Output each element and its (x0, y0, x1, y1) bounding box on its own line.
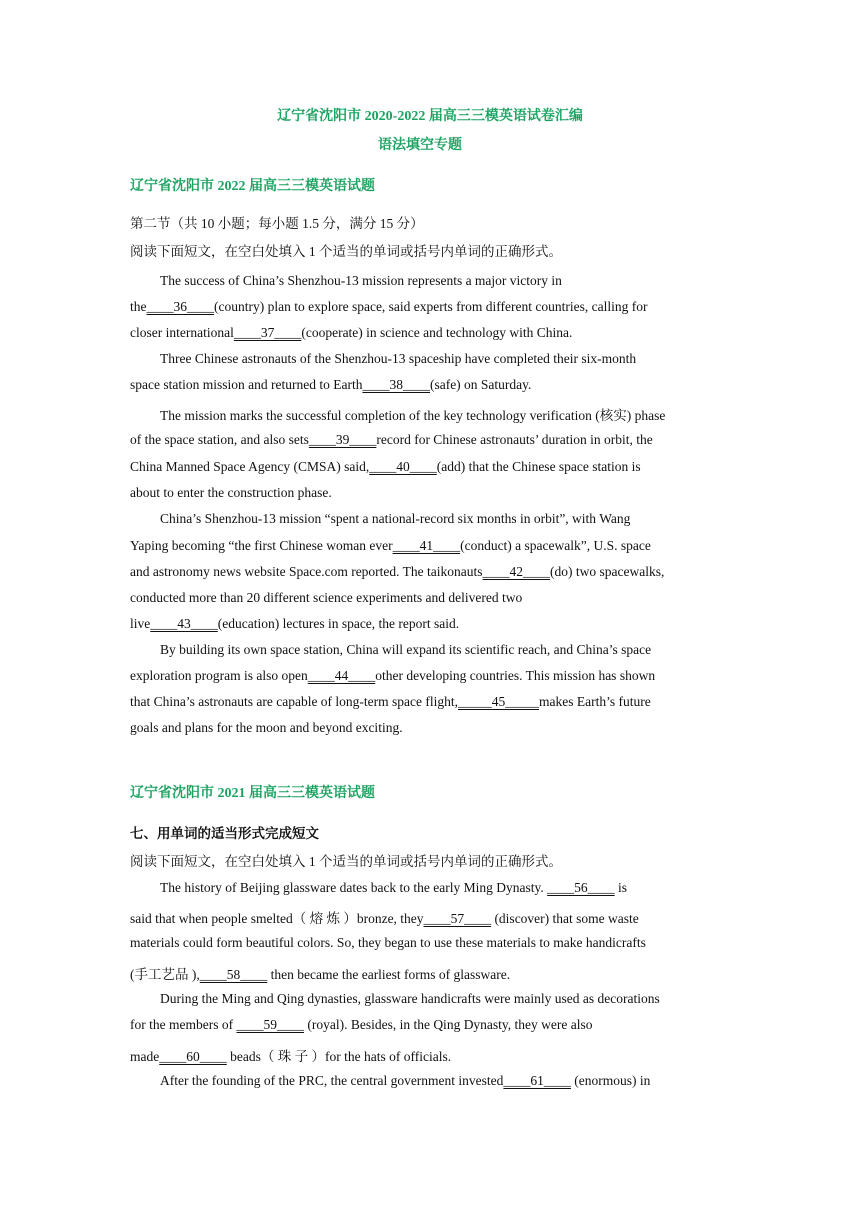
passage-line (130, 1017, 593, 1033)
passage-line (130, 720, 403, 736)
passage-text: (safe) on Saturday. (429, 377, 532, 392)
document-subtitle: 语法填空专题 (378, 138, 462, 153)
answer-blank: ____37____ (233, 325, 302, 340)
passage-line (130, 963, 510, 983)
section-heading-2022: 辽宁省沈阳市 2022 届高三三模英语试题 (130, 179, 375, 194)
passage-text: After the founding of the PRC, the central government invested (160, 1073, 504, 1088)
passage-text: (country) plan to explore space, said experts from different countries, calling for (214, 299, 648, 314)
passage-line (130, 299, 647, 315)
passage-text: made (130, 1049, 160, 1064)
passage-line (130, 616, 459, 632)
passage-line (160, 642, 651, 658)
passage-text: for the members of (130, 1017, 237, 1032)
part-label-2021: 七、用单词的适当形式完成短文 (130, 826, 319, 841)
passage-text: live (130, 616, 151, 631)
answer-blank: ____59____ (236, 1017, 304, 1032)
section-heading-2021: 辽宁省沈阳市 2021 届高三三模英语试题 (130, 786, 375, 801)
passage-text: closer international (130, 325, 234, 340)
passage-text: record for Chinese astronauts’ duration in orbit, the (376, 432, 653, 447)
answer-blank: ____57____ (423, 911, 492, 926)
passage-text: then became the earliest forms of glassware. (267, 967, 511, 982)
passage-text: makes Earth’s future (539, 694, 651, 709)
document-title: 辽宁省沈阳市 2020-2022 届高三三模英语试卷汇编 (277, 109, 583, 124)
passage-text: that China’s astronauts are capable of long-term space flight, (130, 694, 459, 709)
answer-blank: ____40____ (369, 459, 437, 474)
passage-line (130, 694, 651, 710)
answer-blank: ____56____ (547, 880, 615, 895)
passage-text: The mission marks the successful completion of the key technology verification (核实) phase (160, 408, 666, 423)
passage-line (160, 351, 636, 367)
part-label-2022: 第二节（共 10 小题；每小题 1.5 分，满分 15 分） (130, 216, 424, 231)
answer-blank: ____58____ (199, 967, 268, 982)
passage-text: Yaping becoming “the first Chinese woman ever (130, 538, 393, 553)
passage-line (160, 404, 665, 424)
passage-text: (cooperate) in science and technology with China. (301, 325, 573, 340)
passage-text: During the Ming and Qing dynasties, glassware handicrafts were mainly used as decorations (160, 991, 660, 1006)
passage-text: The success of China’s Shenzhou-13 mission represents a major victory in (160, 273, 562, 288)
passage-text: Three Chinese astronauts of the Shenzhou-13 spaceship have completed their six-month (160, 351, 637, 366)
instruction-2022: 阅读下面短文，在空白处填入 1 个适当的单词或括号内单词的正确形式。 (130, 244, 562, 259)
passage-text: and astronomy news website Space.com reported. The taikonauts (130, 564, 483, 579)
passage-text: about to enter the construction phase. (130, 485, 332, 500)
passage-text: The history of Beijing glassware dates back to the early Ming Dynasty. (160, 880, 548, 895)
passage-line (130, 935, 646, 951)
passage-text: space station mission and returned to Earth (130, 377, 363, 392)
passage-line (130, 907, 639, 927)
passage-text: (do) two spacewalks, (550, 564, 665, 579)
passage-text: conducted more than 20 different science experiments and delivered two (130, 590, 523, 605)
answer-blank: ____38____ (362, 377, 430, 392)
passage-line (160, 273, 562, 289)
passage-line (130, 432, 653, 448)
passage-line (130, 1045, 451, 1065)
passage-line (130, 538, 651, 554)
answer-blank: ____61____ (503, 1073, 571, 1088)
passage-text: is (614, 880, 628, 895)
passage-text: (discover) that some waste (491, 911, 639, 926)
passage-text: By building its own space station, China will expand its scientific reach, and China’s space (160, 642, 652, 657)
passage-text: (enormous) in (570, 1073, 651, 1088)
passage-line (130, 564, 664, 580)
passage-text: said that when people smelted（ 熔 炼 ）bronze, they (130, 911, 424, 926)
passage-text: China Manned Space Agency (CMSA) said, (130, 459, 370, 474)
passage-text: other developing countries. This mission has shown (375, 668, 656, 683)
passage-text: materials could form beautiful colors. So, they began to use these materials to make handicrafts (130, 935, 646, 950)
answer-blank: ____43____ (150, 616, 218, 631)
passage-text: (手工艺品 ), (130, 967, 200, 982)
instruction-2021: 阅读下面短文，在空白处填入 1 个适当的单词或括号内单词的正确形式。 (130, 854, 562, 869)
passage-line (130, 590, 522, 606)
passage-text: China’s Shenzhou-13 mission “spent a national-record six months in orbit”, with Wang (160, 511, 631, 526)
passage-text: (conduct) a spacewalk”, U.S. space (460, 538, 651, 553)
passage-text: goals and plans for the moon and beyond exciting. (130, 720, 403, 735)
answer-blank: ____42____ (482, 564, 551, 579)
passage-line (130, 325, 572, 341)
passage-line (160, 880, 627, 896)
answer-blank: ____44____ (307, 668, 376, 683)
passage-text: of the space station, and also sets (130, 432, 309, 447)
answer-blank: _____45_____ (458, 694, 540, 709)
passage-line (130, 377, 531, 393)
passage-line (160, 991, 660, 1007)
passage-text: (royal). Besides, in the Qing Dynasty, they were also (303, 1017, 593, 1032)
passage-text: beads（ 珠 子 ）for the hats of officials. (226, 1049, 452, 1064)
passage-line (130, 485, 332, 501)
answer-blank: ____36____ (146, 299, 214, 314)
passage-text: the (130, 299, 147, 314)
passage-text: (education) lectures in space, the report said. (217, 616, 460, 631)
passage-text: exploration program is also open (130, 668, 308, 683)
passage-line (160, 511, 630, 527)
passage-text: (add) that the Chinese space station is (436, 459, 641, 474)
passage-line (160, 1073, 650, 1089)
answer-blank: ____60____ (159, 1049, 227, 1064)
answer-blank: ____39____ (308, 432, 377, 447)
passage-line (130, 668, 655, 684)
passage-line (130, 459, 641, 475)
answer-blank: ____41____ (392, 538, 461, 553)
